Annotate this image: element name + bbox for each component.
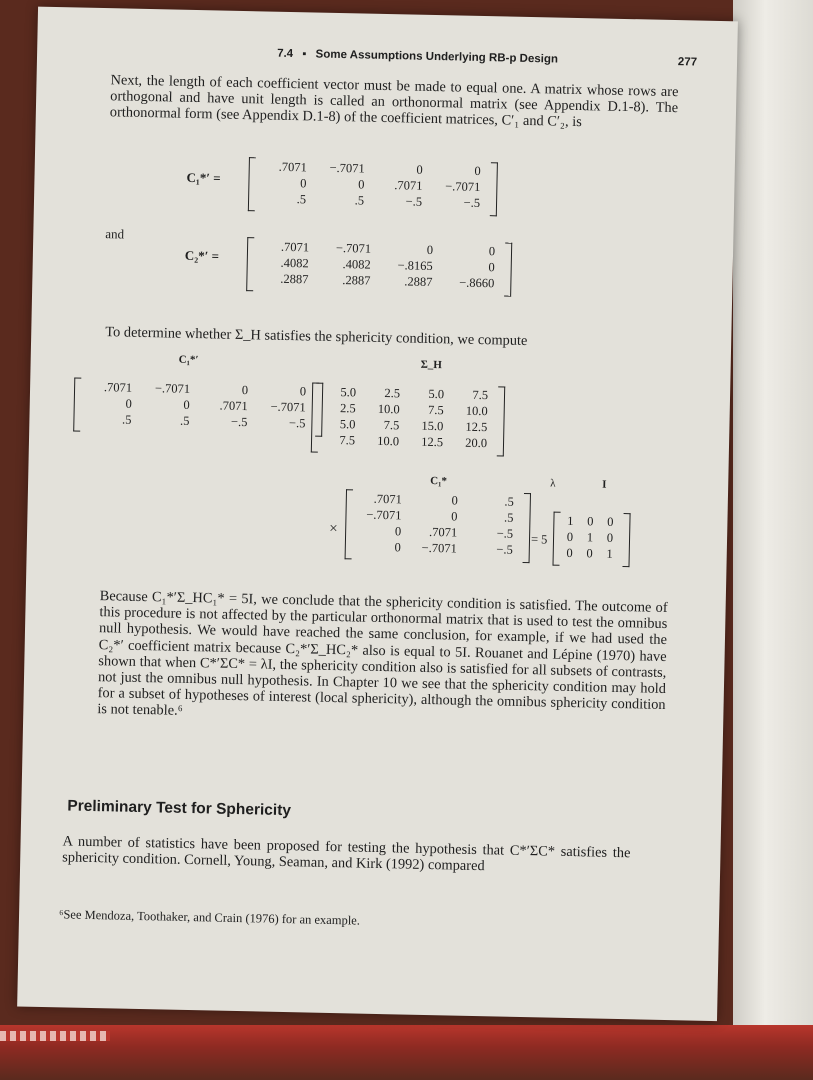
matrix-cell: 0 [488,260,495,275]
matrix-cell: 20.0 [465,435,488,451]
matrix-cell: 0 [474,163,481,178]
matrix-cell: 0 [183,397,190,412]
intro-text: Next, the length of each coefficient vector must be made to equal one. A matrix whose rows are orthogonal and have unit length is called an orthonormal matrix (see Appendix D.1-8). The orthonormal form (see Appendix D.1-8) of the coefficient matrices, C′₁ and C′₂, is [109,72,679,131]
matrix-cell: −.5 [288,416,306,431]
matrix-cell: 0 [416,162,423,177]
matrix-cell: −.7071 [270,399,306,415]
header-left [277,48,564,66]
matrix-cell: 5.0 [428,386,445,402]
intro-paragraph [110,72,679,132]
matrix-cell: 15.0 [421,418,444,434]
matrix-cell: 7.5 [427,402,444,418]
matrix-cell: 0 [606,530,614,545]
matrix-cell: 0 [586,546,593,561]
section-heading: Preliminary Test for Sphericity [67,797,292,820]
matrix-cell: −.5 [496,526,514,541]
matrix-cell: .2887 [342,273,371,288]
equals-sign: = [530,532,539,547]
matrix-cell: 0 [607,514,614,529]
matrix-cell: 2.5 [384,386,401,401]
matrix-cell: 12.5 [465,419,488,435]
matrix-cell: 1 [567,513,574,528]
lambda-value: 5 [540,532,548,547]
footnote: ⁶See Mendoza, Toothaker, and Crain (1976) for an example. [58,907,361,928]
matrix-cell: .5 [504,494,514,509]
conclusion-text: Because C₁*′Σ_HC₁* = 5I, we conclude that the sphericity condition is satisfied. The outcome of this procedure is not affected by the particular orthonormal matrix that is used to test the omnibus null hypothesis. We would have reached the same conclusion, for example, if we had used the C₂*′ coefficient matrix because C₂*′Σ_HC₂* also is equal to 5I. Rouanet and Lépine (1970) have shown that when C*′ΣC* = λI, the sphericity condition also is satisfied for all subsets of contrasts, not just the omnibus null hypothesis. In Chapter 10 we see that the sphericity condition may hold for a subset of hypotheses of interest (local sphericity), although the omnibus sphericity condition is not tenable.⁶ [97,588,668,720]
computation-c1-label: C₁*′ [178,353,199,367]
matrix-cell: −.8660 [459,275,495,291]
matrix-right-bracket [504,243,512,297]
section-text: A number of statistics have been proposed for testing the hypothesis that C*′ΣC* satisfies the sphericity condition. Cornell, Young, Seaman, and Kirk (1992) compared [62,833,631,875]
matrix-cell: 0 [241,383,249,398]
matrix-cell: −.5 [496,542,513,557]
matrix-cell: 0 [488,244,496,259]
matrix-cell: 0 [358,177,365,192]
matrix-cell: 7.5 [383,418,400,433]
matrix-cell: .2887 [280,271,309,287]
matrix-cell: 0 [300,176,307,191]
section-paragraph [62,833,631,877]
matrix-cell: .7071 [280,239,310,255]
matrix-cell: −.5 [230,414,248,430]
matrix-right-bracket [490,162,498,216]
matrix-cell: 0 [394,524,402,539]
computation-c1-star-label: C₁* [430,474,448,488]
matrix-cell: 0 [394,540,401,555]
matrix-cell: 0 [451,509,458,524]
section-title: Some Assumptions Underlying RB-p Design [315,48,559,66]
cover-stripe [0,1031,110,1041]
matrix-cell: .7071 [219,398,248,414]
matrix-cell: .7071 [394,178,423,193]
matrix-cell: −.7071 [329,160,365,176]
matrix-cell: 10.0 [465,403,488,419]
matrix-cell: 0 [587,514,594,529]
matrix-cell: .7071 [373,491,402,507]
matrix-cell: 0 [125,396,132,411]
page-number: 277 [677,56,698,69]
matrix-cell: .7071 [103,380,133,395]
matrix-cell: 0 [299,384,307,399]
matrix-cell: 7.5 [472,387,489,403]
matrix-cell: 12.5 [421,434,444,450]
matrix-cell: .7071 [428,524,458,540]
matrix-right-bracket [523,493,531,563]
matrix-right-bracket [497,386,505,456]
matrix-cell: 1 [586,530,594,545]
matrix-cell: −.7071 [366,507,402,523]
matrix-cell: .4082 [342,257,371,272]
header-bullet: ▪ [302,48,307,61]
matrix-cell: −.5 [463,195,481,210]
matrix-cell: .4082 [280,255,309,271]
matrix-cell: −.8165 [397,258,433,273]
matrix-cell: .7071 [278,159,307,175]
matrix-cell: .5 [503,510,514,525]
running-header [277,48,697,69]
matrix-cell: .5 [179,413,190,428]
matrix-cell: −.7071 [154,381,191,396]
matrix-cell: .5 [121,412,132,427]
matrix-cell: 5.0 [339,417,356,432]
matrix-cell: 0 [566,545,573,560]
book-cover-edge [0,1025,813,1080]
times-sign: × [329,520,338,538]
matrix-cell: 0 [426,242,434,257]
matrix-cell: 5.0 [340,385,357,400]
matrix-c2-label: C₂*′ = [184,247,220,264]
matrix-cell: .2887 [404,274,433,289]
and-text: and [105,226,125,242]
determine-paragraph [105,324,673,352]
matrix-cell: −.7071 [445,179,481,194]
matrix-cell: .5 [354,193,365,208]
matrix-cell: −.7071 [335,240,372,256]
identity-label: I [602,478,607,491]
matrix-cell: −.5 [405,194,423,209]
matrix-right-bracket [622,513,630,567]
determine-text: To determine whether Σ_H satisfies the sphericity condition, we compute [105,324,528,349]
computation-sigma-label: Σ_H [420,358,443,372]
matrix-cell: 0 [566,529,574,544]
matrix-cell: 10.0 [377,401,400,417]
book-page [17,7,738,1021]
matrix-cell: 2.5 [339,401,356,416]
matrix-cell: 1 [606,546,613,561]
book-page-edges [733,0,813,1040]
lambda-label: λ [550,477,556,490]
section-number: 7.4 [277,47,294,61]
matrix-cell: .5 [296,192,307,207]
matrix-cell: 10.0 [377,433,400,449]
matrix-cell: −.7071 [421,540,457,556]
matrix-cell: 0 [451,493,458,508]
matrix-c1-label: C₁*′ = [186,169,221,186]
matrix-cell: 7.5 [339,433,356,448]
conclusion-paragraph [97,588,668,729]
